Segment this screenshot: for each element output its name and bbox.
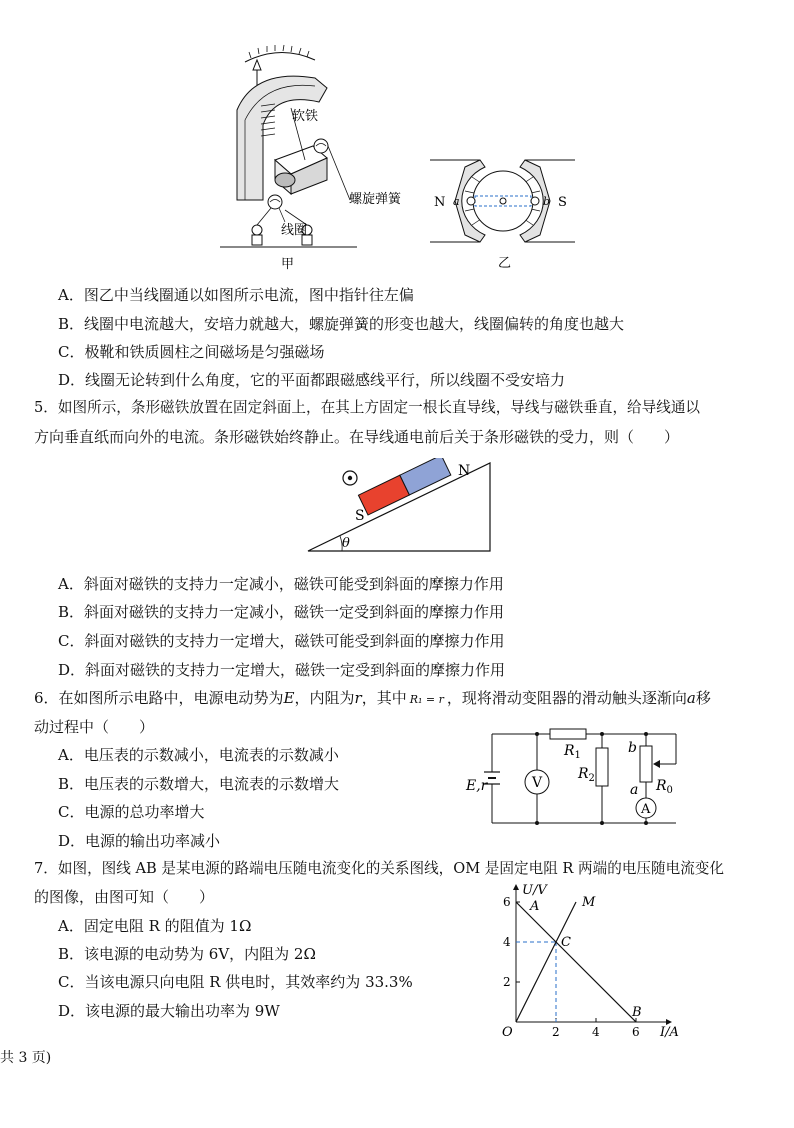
q4-option-b: B．线圈中电流越大，安培力就越大，螺旋弹簧的形变也越大，线圈偏转的角度也越大 (58, 315, 625, 333)
series-line-om (516, 902, 576, 1022)
r0-end-a: a (630, 782, 639, 798)
figure-q6-circuit (462, 728, 692, 830)
q6-stem-line1: 6．在如图所示电路中，电源电动势为E，内阻为r，其中 R₁ = r ，现将滑动变阻器的滑动触头逐渐向a移 (34, 689, 711, 707)
y-axis-label: U/V (522, 883, 547, 898)
q5-option-d: D．斜面对磁铁的支持力一定增大，磁铁一定受到斜面的摩擦力作用 (58, 661, 506, 679)
q6-stem-line2: 动过程中（ ） (34, 718, 155, 736)
caption-jia: 甲 (281, 257, 295, 272)
label-coil: 线圈 (281, 223, 308, 238)
resistor-r1 (550, 729, 586, 739)
x-axis-label: I/A (660, 1025, 679, 1040)
origin-label: O (502, 1025, 513, 1040)
q6-option-b: B．电压表的示数增大，电流表的示数增大 (58, 775, 340, 793)
point-label-a: A (530, 899, 540, 914)
point-label-b: B (632, 1005, 642, 1020)
y-tick-label: 2 (503, 975, 511, 989)
q6-option-d: D．电源的输出功率减小 (58, 832, 221, 850)
mark-b: b (543, 195, 551, 208)
resistor-r2 (596, 748, 608, 786)
figure-yi (425, 155, 585, 275)
label-spring: 螺旋弹簧 (349, 192, 402, 207)
svg-text:A: A (641, 802, 651, 817)
magnet-s-half (358, 475, 409, 515)
q5-option-a: A．斜面对磁铁的支持力一定减小，磁铁可能受到斜面的摩擦力作用 (58, 575, 504, 593)
pole-n: N (434, 195, 446, 210)
q4-option-a: A．图乙中当线圈通以如图所示电流，图中指针往左偏 (58, 286, 414, 304)
q7-stem-line2: 的图像，由图可知（ ） (34, 888, 215, 906)
magnet-n-half (400, 458, 451, 495)
q7-option-b: B．该电源的电动势为 6V，内阻为 2Ω (58, 945, 316, 963)
r0-label: $R_0$ (656, 778, 673, 796)
page-footer: 共 3 页) (0, 1050, 52, 1066)
x-tick-label: 4 (592, 1025, 600, 1039)
label-soft-iron: 软铁 (292, 109, 319, 124)
q4-option-c: C．极靴和铁质圆柱之间磁场是匀强磁场 (58, 343, 325, 361)
q6-option-c: C．电源的总功率增大 (58, 803, 205, 821)
svg-text:V: V (532, 775, 543, 791)
pole-s: S (558, 195, 567, 210)
rheostat-r0 (640, 746, 652, 782)
pole-s-label: S (355, 508, 365, 524)
caption-yi: 乙 (498, 256, 512, 271)
r0-end-b: b (628, 740, 637, 756)
q5-option-c: C．斜面对磁铁的支持力一定增大，磁铁可能受到斜面的摩擦力作用 (58, 632, 505, 650)
q7-option-c: C．当该电源只向电阻 R 供电时，其效率约为 33.3% (58, 973, 413, 991)
pole-n-label: N (458, 463, 471, 479)
x-tick-label: 2 (552, 1025, 560, 1039)
x-tick-label: 6 (632, 1025, 640, 1039)
figure-q5-incline (300, 458, 500, 558)
q7-option-a: A．固定电阻 R 的阻值为 1Ω (58, 917, 252, 935)
r2-label: $R_2$ (578, 766, 595, 784)
q5-option-b: B．斜面对磁铁的支持力一定减小，磁铁一定受到斜面的摩擦力作用 (58, 603, 505, 621)
figure-q7-ui-chart (498, 880, 688, 1040)
q5-stem-line2: 方向垂直纸而向外的电流。条形磁铁始终静止。在导线通电前后关于条形磁铁的受力，则（ ） (34, 428, 680, 446)
q5-stem-line1: 5．如图所示，条形磁铁放置在固定斜面上，在其上方固定一根长直导线，导线与磁铁垂直，给导线通以 (34, 399, 701, 416)
angle-theta: θ (342, 536, 350, 551)
series-line-ab (516, 902, 636, 1022)
q6-option-a: A．电压表的示数减小，电流表的示数减小 (58, 746, 339, 764)
mark-a: a (453, 195, 460, 208)
r1-equals-r: R₁ = r (409, 693, 444, 706)
battery-label: E,r (466, 778, 488, 794)
point-label-m: M (582, 895, 596, 910)
r1-label: $R_1$ (564, 743, 581, 761)
q4-option-d: D．线圈无论转到什么角度，它的平面都跟磁感线平行，所以线圈不受安培力 (58, 371, 566, 389)
y-tick-label: 4 (503, 935, 511, 949)
point-label-c: C (561, 935, 571, 950)
q7-stem-line1: 7．如图，图线 AB 是某电源的路端电压随电流变化的关系图线，OM 是固定电阻 R 两端的电压随电流变化 (34, 860, 724, 877)
figure-jia (215, 40, 415, 272)
q7-option-d: D．该电源的最大输出功率为 9W (58, 1002, 280, 1020)
y-tick-label: 6 (503, 895, 511, 909)
